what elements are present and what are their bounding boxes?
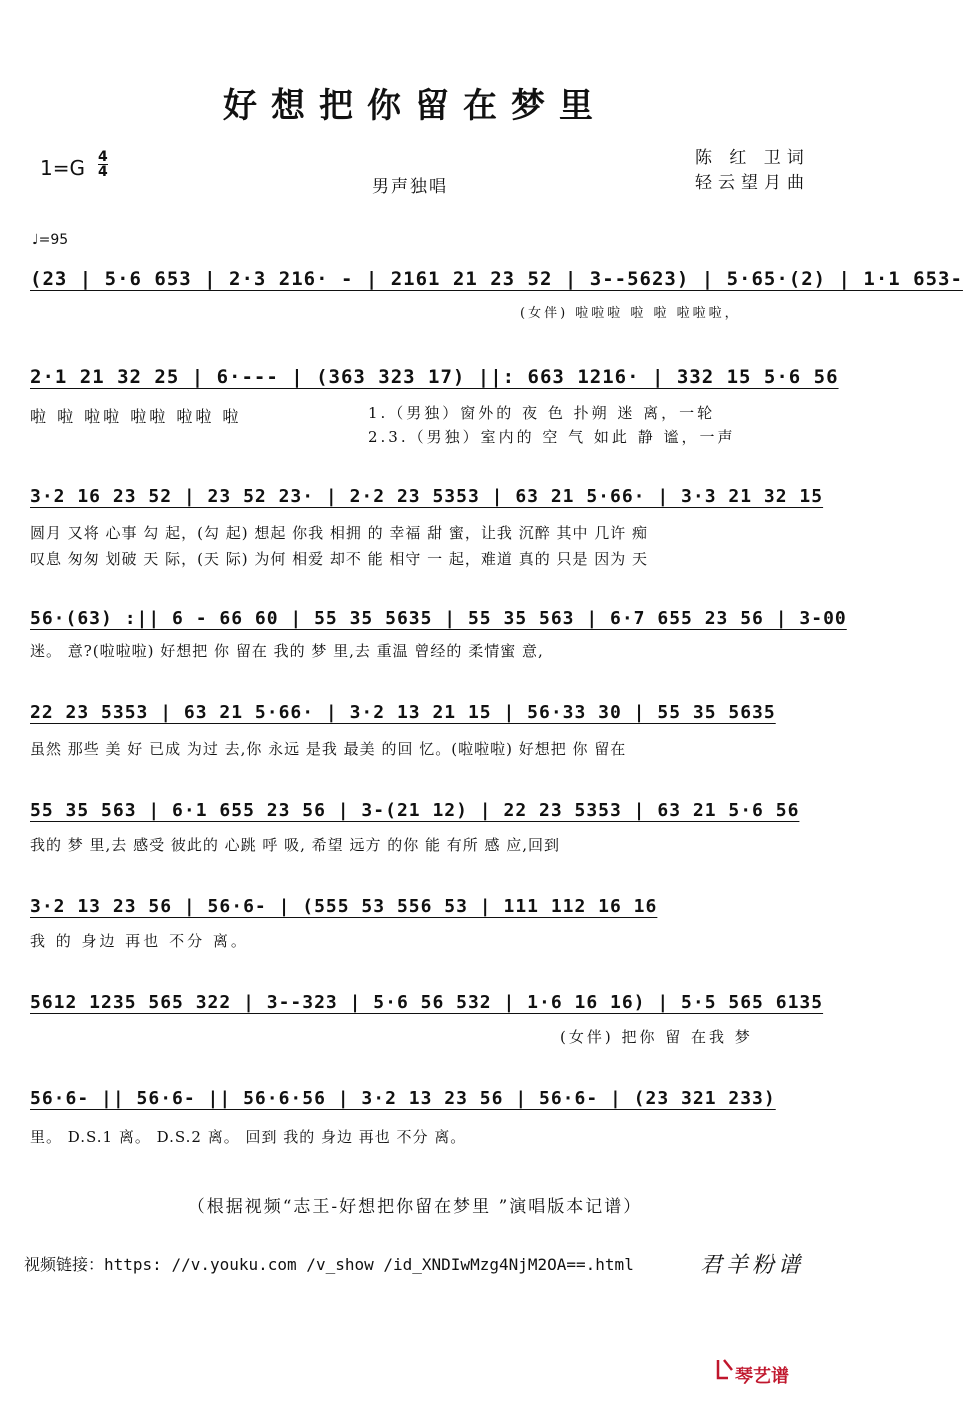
credits: [695, 146, 810, 196]
lyric-line: (女伴) 把你 留 在我 梦: [560, 1028, 753, 1046]
notation-line: 55 35 563 | 6·1 655 23 56 | 3-(21 12) | 22 23 5353 | 63 21 5·6 56: [30, 800, 800, 821]
lyric-line: 啦 啦 啦啦 啦啦 啦啦 啦: [30, 407, 242, 426]
lyric-line: 我的 梦 里,去 感受 彼此的 心跳 呼 吸, 希望 远方 的你 能 有所 感 应,回到: [30, 836, 561, 854]
video-link-url[interactable]: https: //v.youku.com /v_show /id_XNDIwMzg4NjM2OA==.html: [104, 1255, 634, 1274]
lyric-line: (女伴) 啦啦啦 啦 啦 啦啦啦，: [520, 306, 741, 321]
lyric-line-verse-1: 1.（男独）窗外的 夜 色 扑朔 迷 离，一轮: [368, 404, 716, 422]
transcription-note: （根据视频“志王-好想把你留在梦里 ”演唱版本记谱）: [187, 1197, 643, 1217]
time-signature: [98, 150, 108, 179]
composer: 轻云望月曲: [695, 173, 810, 193]
lyricist: 陈 红 卫词: [695, 148, 810, 168]
song-title: 好想把你留在梦里: [223, 86, 607, 126]
lyric-line: 虽然 那些 美 好 已成 为过 去,你 永远 是我 最美 的回 忆。(啦啦啦) 好想把 你 留在: [30, 740, 627, 758]
meter-top: 4: [98, 149, 108, 165]
notation-line: 2·1 21 32 25 | 6·--- | (363 323 17) ||: 663 1216· | 332 15 5·6 56: [30, 366, 839, 388]
notation-line: (23 | 5·6 653 | 2·3 216· - | 2161 21 23 52 | 3--5623) | 5·65·(2) | 1·1 653-: [30, 268, 963, 290]
notation-line: 56·6- || 56·6- || 56·6·56 | 3·2 13 23 56 | 56·6- | (23 321 233): [30, 1088, 776, 1109]
lyric-line: 迷。 意?(啦啦啦) 好想把 你 留在 我的 梦 里,去 重温 曾经的 柔情蜜 意,: [30, 642, 544, 660]
tempo-marking: ♩=95: [32, 232, 69, 248]
notation-line: 3·2 13 23 56 | 56·6- | (555 53 556 53 | 111 112 16 16: [30, 896, 658, 917]
notation-line: 5612 1235 565 322 | 3--323 | 5·6 56 532 | 1·6 16 16) | 5·5 565 6135: [30, 992, 824, 1013]
notation-line: 3·2 16 23 52 | 23 52 23· | 2·2 23 5353 | 63 21 5·66· | 3·3 21 32 15: [30, 486, 824, 507]
lyric-line: 我 的 身边 再也 不分 离。: [30, 932, 249, 950]
lyric-line: 里。 D.S.1 离。 D.S.2 离。 回到 我的 身边 再也 不分 离。: [30, 1128, 467, 1146]
lyric-line: 叹息 匆匆 划破 天 际，(天 际) 为何 相爱 却不 能 相守 一 起，难道 真的 只是 因为 天: [30, 550, 648, 568]
lyric-line-verse-2: 2.3.（男独）室内的 空 气 如此 静 谧，一声: [368, 428, 736, 446]
video-link-label: 视频链接：: [24, 1255, 105, 1274]
lyric-line: 圆月 又将 心事 勾 起，(勾 起) 想起 你我 相拥 的 幸福 甜 蜜，让我 沉醉 其中 几许 痴: [30, 524, 648, 542]
performance-type: 男声独唱: [372, 177, 448, 197]
notation-line: 56·(63) :|| 6 - 66 60 | 55 35 5635 | 55 35 563 | 6·7 655 23 56 | 3-00: [30, 608, 847, 629]
meter-bottom: 4: [98, 164, 108, 180]
key-signature: 1=G: [40, 156, 85, 180]
site-logo: 琴艺谱: [735, 1366, 789, 1387]
notation-line: 22 23 5353 | 63 21 5·66· | 3·2 13 21 15 | 56·33 30 | 55 35 5635: [30, 702, 776, 723]
logo-icon: [716, 1358, 734, 1380]
video-link[interactable]: [24, 1252, 634, 1275]
transcriber-signature: 君羊粉谱: [700, 1253, 805, 1278]
